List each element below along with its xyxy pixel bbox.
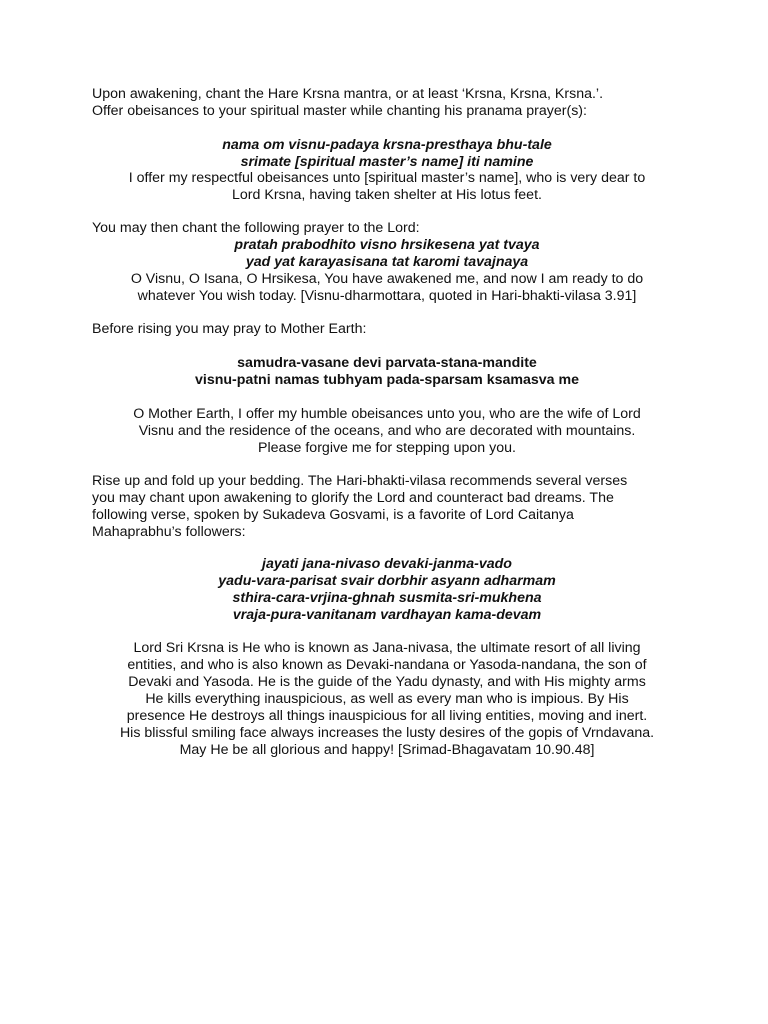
verse-line: srimate [spiritual master’s name] iti namine — [240, 154, 534, 170]
text-line: His blissful smiling face always increases the lusty desires of the gopis of Vrndavana. — [119, 725, 655, 741]
verse-pranama — [80, 137, 694, 171]
text-line: Before rising you may pray to Mother Earth: — [92, 321, 367, 337]
text-line: Please forgive me for stepping upon you. — [258, 440, 516, 456]
earth-intro — [92, 321, 692, 338]
text-line: you may chant upon awakening to glorify the Lord and counteract bad dreams. The — [92, 490, 614, 506]
translation-jayati — [80, 640, 694, 759]
text-line: I offer my respectful obeisances unto [spiritual master’s name], who is very dear to — [128, 170, 646, 186]
verse-line: vraja-pura-vanitanam vardhayan kama-devam — [232, 607, 542, 623]
verse-line: yadu-vara-parisat svair dorbhir asyann adharmam — [218, 573, 556, 589]
text-line: O Visnu, O Isana, O Hrsikesa, You have awakened me, and now I am ready to do — [130, 271, 644, 287]
text-line: Lord Krsna, having taken shelter at His lotus feet. — [232, 187, 542, 203]
text-line: Visnu and the residence of the oceans, and who are decorated with mountains. — [138, 423, 636, 439]
verse-mother-earth — [80, 355, 694, 389]
text-line: following verse, spoken by Sukadeva Gosvami, is a favorite of Lord Caitanya — [92, 507, 574, 523]
verse-line: visnu-patni namas tubhyam pada-sparsam ksamasva me — [194, 372, 579, 388]
text-line: He kills everything inauspicious, as well as every man who is impious. By His — [145, 691, 629, 707]
prayer-intro — [92, 220, 692, 237]
translation-pranama — [80, 170, 694, 204]
rise-paragraph — [92, 473, 692, 541]
text-line: Devaki and Yasoda. He is the guide of the Yadu dynasty, and with His mighty arms — [128, 674, 646, 690]
text-line: Offer obeisances to your spiritual master while chanting his pranama prayer(s): — [92, 103, 587, 119]
text-line: whatever You wish today. [Visnu-dharmottara, quoted in Hari-bhakti-vilasa 3.91] — [137, 288, 637, 304]
verse-line: nama om visnu-padaya krsna-presthaya bhu-tale — [222, 137, 552, 153]
verse-jayati — [80, 556, 694, 624]
verse-line: yad yat karayasisana tat karomi tavajnaya — [245, 254, 529, 270]
verse-line: sthira-cara-vrjina-ghnah susmita-sri-mukhena — [232, 590, 542, 606]
translation-morning-prayer — [80, 271, 694, 305]
text-line: You may then chant the following prayer to the Lord: — [92, 220, 420, 236]
verse-line: jayati jana-nivaso devaki-janma-vado — [262, 556, 512, 572]
text-line: Upon awakening, chant the Hare Krsna mantra, or at least ‘Krsna, Krsna, Krsna.’. — [92, 86, 604, 102]
text-line: O Mother Earth, I offer my humble obeisances unto you, who are the wife of Lord — [133, 406, 641, 422]
verse-line: pratah prabodhito visno hrsikesena yat tvaya — [234, 237, 540, 253]
text-line: Lord Sri Krsna is He who is known as Jana-nivasa, the ultimate resort of all living — [133, 640, 641, 656]
intro-paragraph — [92, 86, 692, 120]
verse-line: samudra-vasane devi parvata-stana-mandite — [237, 355, 537, 371]
translation-mother-earth — [80, 406, 694, 457]
text-line: presence He destroys all things inauspicious for all living entities, moving and inert. — [126, 708, 648, 724]
text-line: Rise up and fold up your bedding. The Hari-bhakti-vilasa recommends several verses — [92, 473, 628, 489]
text-line: Mahaprabhu’s followers: — [92, 524, 246, 540]
text-line: entities, and who is also known as Devaki-nandana or Yasoda-nandana, the son of — [127, 657, 647, 673]
text-line: May He be all glorious and happy! [Srimad-Bhagavatam 10.90.48] — [179, 742, 595, 758]
verse-morning-prayer — [80, 237, 694, 271]
